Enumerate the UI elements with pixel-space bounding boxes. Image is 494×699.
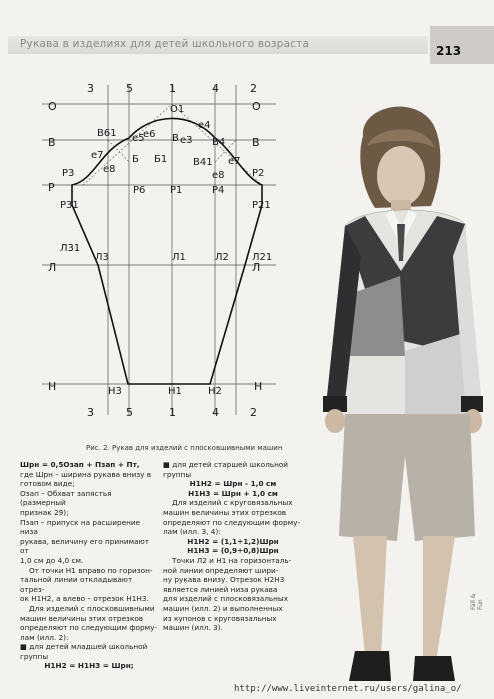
row-label: Л: [48, 261, 57, 274]
watermark: http://www.liveinternet.ru/users/galina_o/: [234, 684, 462, 694]
point-label: е8: [212, 170, 225, 181]
point-label: Н1: [168, 386, 182, 397]
point-label: Р3: [62, 168, 75, 179]
bottom-numbers: [87, 406, 257, 419]
formula-line: Н1Н2 = Н1Н3 = Шрн;: [44, 661, 134, 671]
top-number: 2: [250, 82, 257, 95]
text-line: 1,0 см до 4,0 см.: [20, 555, 84, 565]
text-line: тальной линии откладывают отрез-: [20, 575, 133, 594]
formula-line: Шрн = 0,5Озап + Пзап + Пт,: [20, 460, 140, 469]
text-line: Озап – Обхват запястья (размерный: [20, 488, 112, 508]
text-line: ■ для детей старшей школьной: [163, 460, 289, 469]
figure-caption: Рис. 2. Рукав для изделий с плосковшивными машин: [86, 444, 283, 452]
point-label: е8: [103, 164, 116, 175]
point-label: Б1: [154, 154, 168, 165]
point-label: е6: [143, 129, 156, 140]
photo-credit: Fall & Fun: [470, 593, 484, 610]
point-label: е5: [132, 133, 145, 144]
text-line: лам (илл. 3, 4):: [163, 527, 221, 537]
row-label: О: [48, 100, 57, 113]
point-label: Л1: [172, 252, 186, 263]
text-line: Для изделий с круговязальных: [172, 498, 293, 508]
point-label: Б: [132, 154, 139, 165]
boy-photo: [305, 96, 483, 681]
row-label: О: [252, 100, 261, 113]
bottom-number: 5: [126, 406, 133, 419]
text-line: ну рукава внизу. Отрезок Н2Н3: [163, 575, 285, 585]
row-label: Р: [48, 181, 55, 194]
text-line: машин (илл. 2) и выполненных: [163, 603, 283, 613]
text-column-left: [20, 460, 158, 671]
top-number: 5: [126, 82, 133, 95]
point-label: Р6: [133, 185, 146, 196]
page-number: 213: [436, 44, 462, 58]
formula-line: Н1Н2 = (1,1÷1,2)Шрн: [187, 536, 279, 546]
point-label: Р4: [212, 185, 225, 196]
point-label: Р31: [60, 200, 79, 211]
row-label: Л: [252, 261, 261, 274]
text-line: для изделий с плосковязальных: [163, 594, 289, 604]
point-label: Л31: [60, 243, 81, 254]
text-line: рукава, величину его принимают от: [20, 536, 150, 556]
text-line: ■ для детей младшей школьной: [20, 642, 148, 652]
point-label: Л21: [252, 252, 273, 263]
point-label: е7: [91, 150, 104, 161]
top-number: 3: [87, 82, 94, 95]
text-line: признак 29);: [20, 507, 69, 517]
text-line: ок Н1Н2, а влево – отрезок Н1Н3.: [20, 594, 149, 604]
text-line: Точки Л2 и Н1 на горизонталь-: [172, 555, 292, 565]
text-line: машин величины этих отрезков: [163, 507, 287, 517]
text-line: готовом виде;: [20, 479, 75, 489]
text-line: определяют по следующим форму-: [163, 517, 301, 527]
point-label: е7: [228, 156, 241, 167]
text-line: От точки Н1 вправо по горизон-: [29, 565, 153, 575]
running-title: Рукава в изделиях для детей школьного возраста: [20, 38, 310, 50]
text-line: группы: [163, 469, 192, 479]
point-label: Н3: [108, 386, 122, 397]
top-numbers: [87, 82, 257, 95]
text-line: группы: [20, 651, 49, 661]
point-label: О1: [170, 104, 185, 115]
text-line: где Шрн – ширина рукава внизу в: [20, 469, 152, 479]
row-label: В: [252, 136, 260, 149]
row-label: В: [48, 136, 56, 149]
formula-line: Н1Н3 = (0,9÷0,8)Шрн: [187, 546, 279, 556]
text-line: определяют по следующим форму-: [20, 623, 158, 633]
point-label: е3: [180, 135, 193, 146]
bottom-number: 2: [250, 406, 257, 419]
text-line: машин величины этих отрезков: [20, 613, 144, 623]
text-line: лам (илл. 2):: [20, 632, 69, 642]
formula-line: Н1Н3 = Шрн + 1,0 см: [188, 488, 278, 498]
text-line: ной линии определяют шири-: [163, 565, 279, 575]
text-line: Пзап – припуск на расширение низа: [20, 517, 141, 537]
point-label: Н2: [208, 386, 222, 397]
text-line: из купонов с круговязальных: [163, 613, 277, 623]
point-label: е4: [198, 120, 211, 131]
row-label: Н: [254, 380, 263, 393]
point-label: Р21: [252, 200, 271, 211]
bottom-number: 3: [87, 406, 94, 419]
point-label: Р1: [170, 185, 183, 196]
text-line: Для изделий с плосковшивными: [29, 603, 155, 613]
point-label: Л2: [215, 252, 229, 263]
row-label: Н: [48, 380, 57, 393]
text-line: является линией низа рукава: [163, 584, 278, 594]
top-number: 4: [212, 82, 219, 95]
bottom-number: 1: [169, 406, 176, 419]
point-label: В61: [97, 128, 117, 139]
formula-line: Н1Н2 = Шрн - 1,0 см: [189, 479, 277, 489]
point-label: В4: [212, 137, 226, 148]
point-label: В41: [193, 157, 213, 168]
point-label: Р2: [252, 168, 265, 179]
text-column-right: [163, 460, 303, 633]
point-label: Л3: [95, 252, 109, 263]
top-number: 1: [169, 82, 176, 95]
text-line: машин (илл. 3).: [163, 623, 223, 633]
point-label: В: [172, 133, 179, 144]
bottom-number: 4: [212, 406, 219, 419]
